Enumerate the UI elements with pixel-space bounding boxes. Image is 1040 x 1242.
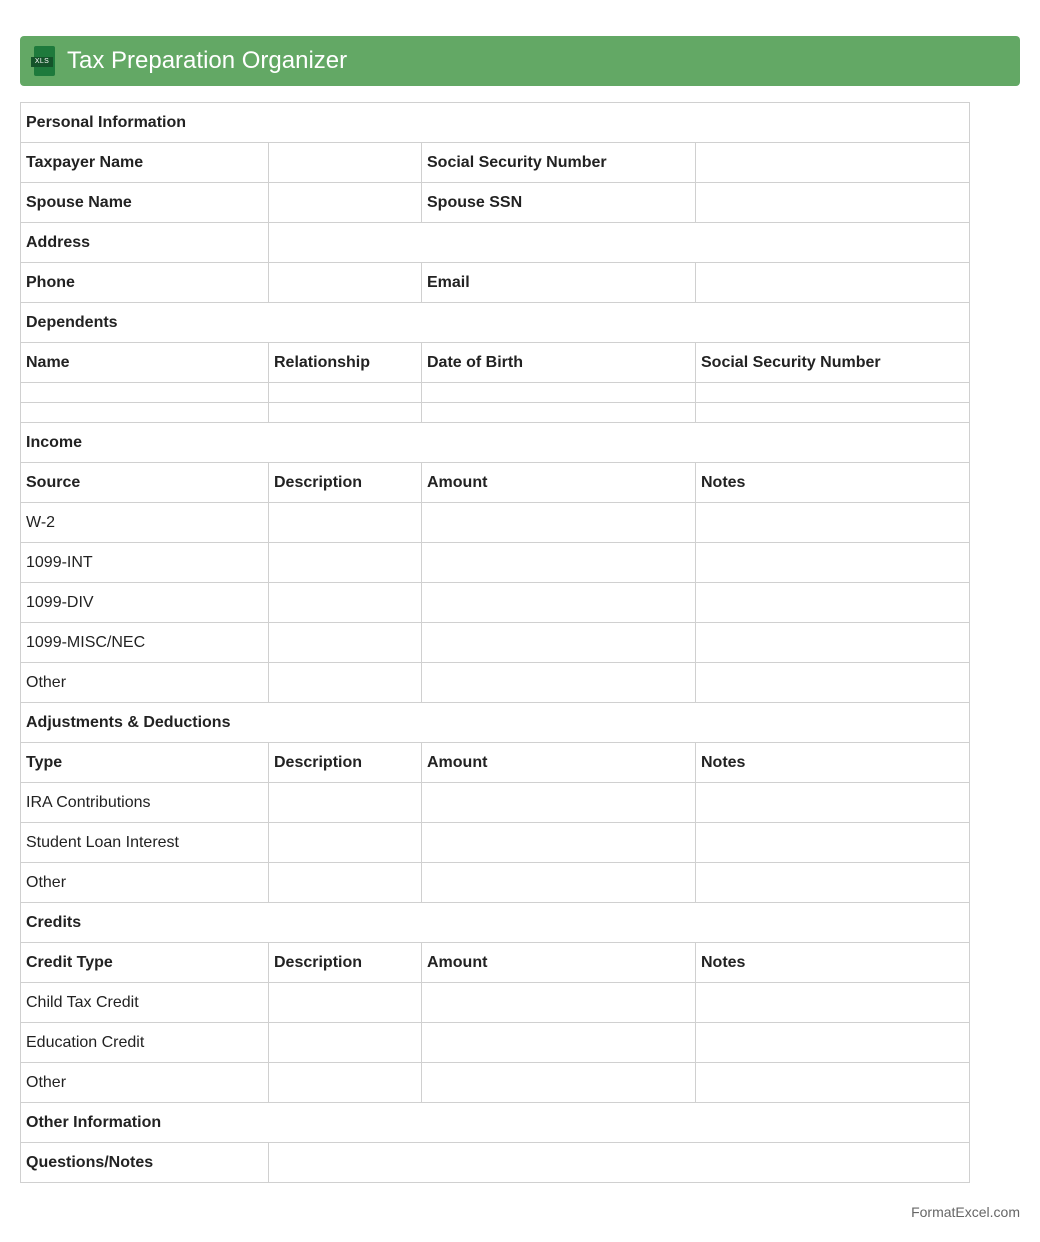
income-source: W-2 — [21, 503, 269, 543]
amount-cell[interactable] — [422, 983, 696, 1023]
income-source: 1099-INT — [21, 543, 269, 583]
description-cell[interactable] — [269, 663, 422, 703]
notes-cell[interactable] — [696, 1023, 970, 1063]
adjustment-type: Student Loan Interest — [21, 823, 269, 863]
column-header: Notes — [696, 463, 970, 503]
column-header: Notes — [696, 943, 970, 983]
table-row — [21, 1063, 970, 1103]
section-other-information: Other Information — [21, 1103, 970, 1143]
description-cell[interactable] — [269, 503, 422, 543]
notes-cell[interactable] — [696, 863, 970, 903]
income-source: Other — [21, 663, 269, 703]
title-bar — [20, 36, 1020, 86]
column-header: Notes — [696, 743, 970, 783]
spouse-name-label: Spouse Name — [21, 183, 269, 223]
description-cell[interactable] — [269, 543, 422, 583]
description-cell[interactable] — [269, 1063, 422, 1103]
table-row — [21, 983, 970, 1023]
dependent-relationship-cell[interactable] — [269, 383, 422, 403]
column-header: Source — [21, 463, 269, 503]
spouse-ssn-label: Spouse SSN — [422, 183, 696, 223]
credit-type: Other — [21, 1063, 269, 1103]
dependent-dob-cell[interactable] — [422, 403, 696, 423]
questions-notes-cell[interactable] — [269, 1143, 970, 1183]
notes-cell[interactable] — [696, 623, 970, 663]
table-row — [21, 583, 970, 623]
description-cell[interactable] — [269, 823, 422, 863]
table-row — [21, 623, 970, 663]
address-label: Address — [21, 223, 269, 263]
taxpayer-name-label: Taxpayer Name — [21, 143, 269, 183]
dependent-name-cell[interactable] — [21, 383, 269, 403]
income-source: 1099-MISC/NEC — [21, 623, 269, 663]
table-row — [21, 383, 970, 403]
dependent-relationship-cell[interactable] — [269, 403, 422, 423]
notes-cell[interactable] — [696, 783, 970, 823]
notes-cell[interactable] — [696, 1063, 970, 1103]
ssn-cell[interactable] — [696, 143, 970, 183]
dependent-name-cell[interactable] — [21, 403, 269, 423]
description-cell[interactable] — [269, 1023, 422, 1063]
amount-cell[interactable] — [422, 863, 696, 903]
column-header-row — [21, 463, 970, 503]
amount-cell[interactable] — [422, 623, 696, 663]
description-cell[interactable] — [269, 863, 422, 903]
amount-cell[interactable] — [422, 783, 696, 823]
page-title: Tax Preparation Organizer — [67, 47, 348, 74]
adjustment-type: Other — [21, 863, 269, 903]
notes-cell[interactable] — [696, 663, 970, 703]
table-row — [21, 783, 970, 823]
table-row — [21, 183, 970, 223]
dependent-dob-cell[interactable] — [422, 383, 696, 403]
table-row — [21, 263, 970, 303]
column-header: Description — [269, 463, 422, 503]
address-cell[interactable] — [269, 223, 970, 263]
amount-cell[interactable] — [422, 1023, 696, 1063]
ssn-label: Social Security Number — [422, 143, 696, 183]
notes-cell[interactable] — [696, 543, 970, 583]
amount-cell[interactable] — [422, 503, 696, 543]
notes-cell[interactable] — [696, 983, 970, 1023]
notes-cell[interactable] — [696, 823, 970, 863]
description-cell[interactable] — [269, 623, 422, 663]
footer-brand[interactable]: FormatExcel.com — [911, 1204, 1020, 1220]
column-header-row — [21, 343, 970, 383]
table-row — [21, 543, 970, 583]
amount-cell[interactable] — [422, 583, 696, 623]
column-header-row — [21, 943, 970, 983]
section-row — [21, 303, 970, 343]
table-row — [21, 663, 970, 703]
column-header: Amount — [422, 743, 696, 783]
column-header: Credit Type — [21, 943, 269, 983]
email-cell[interactable] — [696, 263, 970, 303]
spouse-name-cell[interactable] — [269, 183, 422, 223]
description-cell[interactable] — [269, 783, 422, 823]
income-source: 1099-DIV — [21, 583, 269, 623]
excel-file-icon — [31, 46, 55, 76]
adjustment-type: IRA Contributions — [21, 783, 269, 823]
section-row — [21, 703, 970, 743]
table-row — [21, 403, 970, 423]
amount-cell[interactable] — [422, 663, 696, 703]
column-header: Type — [21, 743, 269, 783]
column-header: Name — [21, 343, 269, 383]
phone-label: Phone — [21, 263, 269, 303]
table-row — [21, 863, 970, 903]
table-row — [21, 503, 970, 543]
organizer-sheet — [20, 102, 970, 1183]
section-adjustments-deductions: Adjustments & Deductions — [21, 703, 970, 743]
amount-cell[interactable] — [422, 543, 696, 583]
column-header: Amount — [422, 463, 696, 503]
section-row — [21, 423, 970, 463]
section-row — [21, 1103, 970, 1143]
credit-type: Education Credit — [21, 1023, 269, 1063]
description-cell[interactable] — [269, 983, 422, 1023]
section-credits: Credits — [21, 903, 970, 943]
section-row — [21, 103, 970, 143]
column-header: Description — [269, 943, 422, 983]
amount-cell[interactable] — [422, 823, 696, 863]
section-dependents: Dependents — [21, 303, 970, 343]
amount-cell[interactable] — [422, 1063, 696, 1103]
section-personal-information: Personal Information — [21, 103, 970, 143]
dependent-ssn-cell[interactable] — [696, 403, 970, 423]
section-row — [21, 903, 970, 943]
taxpayer-name-cell[interactable] — [269, 143, 422, 183]
notes-cell[interactable] — [696, 583, 970, 623]
notes-cell[interactable] — [696, 503, 970, 543]
email-label: Email — [422, 263, 696, 303]
column-header: Date of Birth — [422, 343, 696, 383]
xls-badge: XLS — [31, 57, 53, 67]
column-header-row — [21, 743, 970, 783]
column-header: Amount — [422, 943, 696, 983]
column-header: Social Security Number — [696, 343, 970, 383]
table-row — [21, 143, 970, 183]
column-header: Relationship — [269, 343, 422, 383]
section-income: Income — [21, 423, 970, 463]
column-header: Description — [269, 743, 422, 783]
phone-cell[interactable] — [269, 263, 422, 303]
spouse-ssn-cell[interactable] — [696, 183, 970, 223]
credit-type: Child Tax Credit — [21, 983, 269, 1023]
table-row — [21, 1143, 970, 1183]
table-row — [21, 823, 970, 863]
description-cell[interactable] — [269, 583, 422, 623]
questions-notes-label: Questions/Notes — [21, 1143, 269, 1183]
table-row — [21, 1023, 970, 1063]
table-row — [21, 223, 970, 263]
dependent-ssn-cell[interactable] — [696, 383, 970, 403]
